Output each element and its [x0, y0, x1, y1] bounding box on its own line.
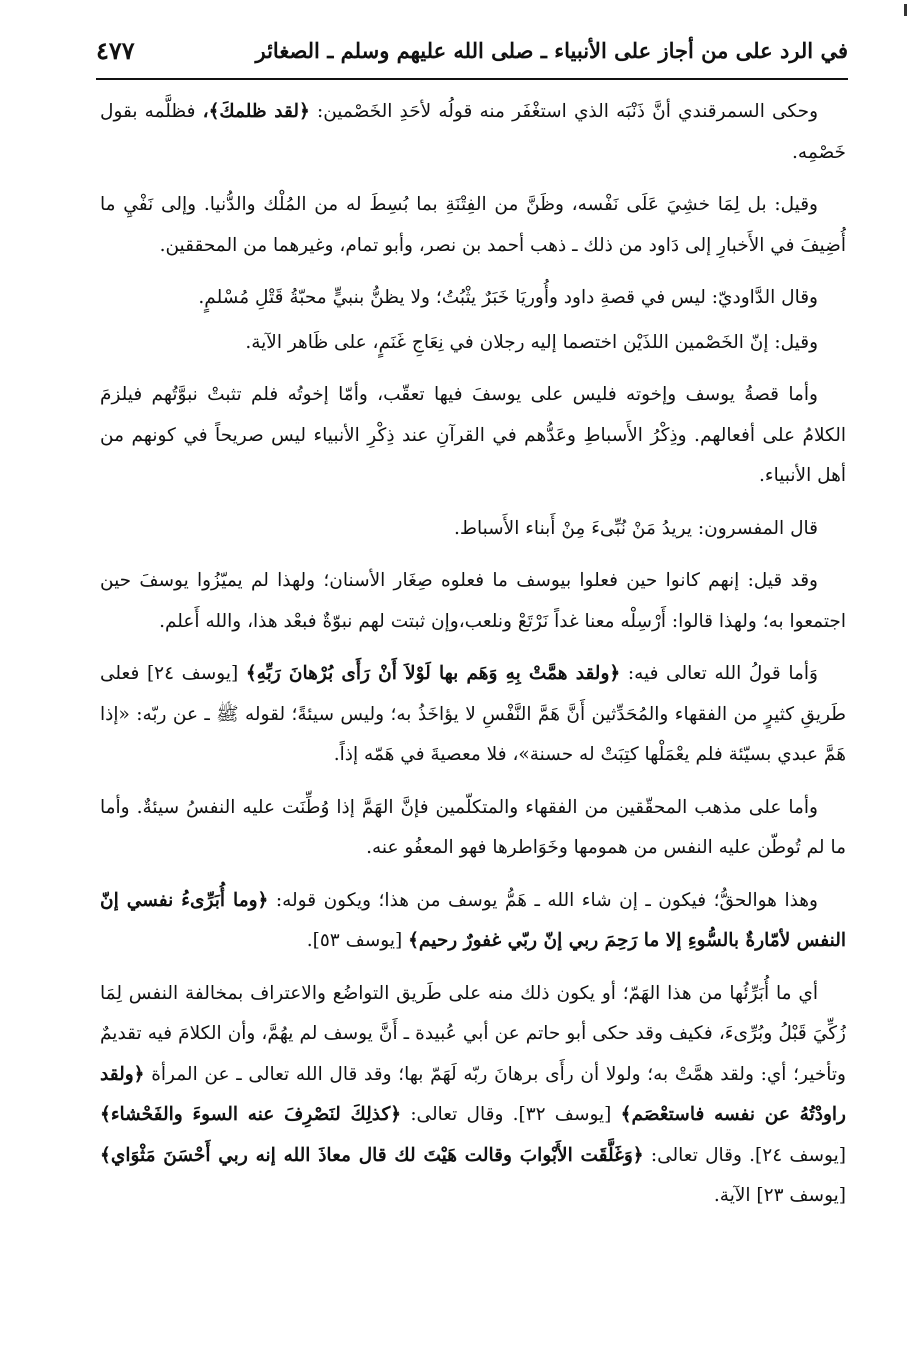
text-run: [يوسف ٣٢]. وقال تعالى:: [401, 1104, 621, 1125]
body-text: [100, 92, 846, 1229]
text-run: فظلَّمه بقول خَصْمِه.: [100, 101, 846, 163]
text-run: وهذا هوالحقُّ؛ فيكون ـ إن شاء الله ـ هَمُّ يوسف من هذا؛ ويكون قوله:: [268, 889, 818, 911]
quran-verse: ﴿ولقد همَّتْ بِهِ وَهَم بها لَوْلاَ أَنْ رَأَى بُرْهانَ رَبِّهِ﴾: [245, 663, 621, 684]
paragraph: [100, 185, 846, 266]
text-run: وقيل: بل لِمَا خشِيَ عَلَى نَفْسه، وظَنَّ من الفِتْنَةِ بما بُسِطَ له من المُلْك والدُّنيا. وإلى نَفْيِ ما أُضِيفَ في الأَخبارِ إلى دَاود من ذلك ـ ذهب أحمد بن نصر، وأبو تمام، وغيرهما من المحققين.: [100, 194, 846, 256]
quran-verse: ﴿وما أُبَرِّىءُ نفسي إنّ النفس لأمّارةٌ بالسُّوءِ إلا ما رَحِمَ ربي إنّ ربّي غفورٌ رحيم﴾: [100, 889, 846, 951]
paragraph: [100, 278, 846, 319]
text-run: [يوسف ٥٣].: [306, 930, 409, 951]
scan-mark: [904, 4, 907, 16]
quran-verse: ﴿كذلِكَ لنَصْرِفَ عنه السوءَ والفَحْشاء﴾: [100, 1104, 402, 1125]
text-run: وحكى السمرقندي أنَّ ذَنْبَه الذي استغْفَر منه قولُه لأحَدِ الخَصْمين:: [309, 101, 819, 122]
text-run: وقد قيل: إنهم كانوا حين فعلوا بيوسف ما فعلوه صِغَار الأسنان؛ ولهذا لم يميّزُوا يوسفَ حين اجتمعوا به؛ ولهذا قالوا: أَرْسِلْه معنا غداً نَرْتَعْ ونلعب،وإن ثبتت لهم نبوّةٌ فبعْد هذا، والله أَعلم.: [100, 570, 846, 632]
text-run: [يوسف ٢٣] الآية.: [713, 1185, 846, 1206]
paragraph: [100, 375, 846, 497]
header-rule: [96, 78, 848, 80]
paragraph: [100, 92, 846, 173]
text-run: وَأما قولُ الله تعالى فيه:: [620, 663, 818, 684]
paragraph: [100, 509, 846, 550]
text-run: وأما قصةُ يوسف وإخوته فليس على يوسفَ فيها تعقّب، وأمّا إخوتُه فلم تثبتْ نبوَّتُهم فيلزمَ الكلامُ على أفعالهم. وذِكْرُ الأَسباطِ وعَدُّهم في القرآنِ عند ذِكْرِ الأنبياء ليس صريحاً في كونهم من أهل الأنبياء.: [100, 384, 846, 486]
quran-verse: ﴿وَغَلَّقَت الأَبْوابَ وقالت هَيْتَ لك قال معاذَ الله إنه ربي أَحْسَنَ مَثْوَاي﴾: [100, 1144, 644, 1166]
paragraph: [100, 974, 846, 1217]
text-run: وقيل: إنّ الخَصْمين اللذَيْن اختصما إليه رجلان في نِعَاجِ غَنَمٍ، على ظَاهر الآية.: [245, 331, 818, 353]
paragraph: [100, 561, 846, 642]
page-header: [96, 34, 848, 74]
text-run: [يوسف ٢٤] فعلى طَريقِ كثيرٍ من الفقهاء والمُحَدِّثين أَنَّ هَمَّ النَّفْسِ لا يؤاخَذُ به؛ وليس سيئةً؛ لقوله ﷺ ـ عن ربّه: «إذا هَمَّ عبدي بسيّئة فلم يعْمَلْها كتِبَتْ له حسنة»، فلا معصيةَ في هَمّه إذاً.: [100, 663, 846, 765]
page-number: ٤٧٧: [96, 36, 135, 65]
text-run: أي ما أُبَرِّئُها من هذا الهَمّ؛ أو يكون ذلك منه على طَريق التواضُع والاعتراف بمخالفة النفس لِمَا زُكِّيَ قَبْلُ وبُرِّىءَ، فكيف وقد حكى أبو حاتم عن أبي عُبيدة ـ أَنَّ يوسف لم يهُمَّ، وأن الكلامَ فيه تقديمٌ وتأخير؛ أي: ولقد همَّتْ به؛ ولولا أن رأَى برهانَ ربّه لَهَمّ بها؛ وقد قال الله تعالى ـ عن المرأة: [100, 982, 846, 1085]
text-run: وأما على مذهب المحقّقين من الفقهاء والمتكلّمين فإنَّ الهَمَّ إذا وُطِّنَت عليه النفسُ سيئةٌ. وأما ما لم تُوطّن عليه النفس من همومها وخَوَاطرها فهو المعفُو عنه.: [100, 796, 846, 858]
quran-verse: ﴿لقد ظلمكَ﴾،: [202, 101, 310, 122]
paragraph: [100, 788, 846, 869]
quran-verse: ﴿ولقد راودْتُهُ عن نفسه فاستعْصَم﴾: [100, 1063, 846, 1125]
text-run: [يوسف ٢٤]. وقال تعالى:: [643, 1144, 846, 1166]
text-run: قال المفسرون: يريدُ مَنْ نُبِّىءَ مِنْ أَبناء الأَسباط.: [453, 517, 818, 539]
text-run: وقال الدَّاوديّ: ليس في قصةِ داود وأُوريَا خَبَرٌ يثْبُتُ؛ ولا يظنُّ بنبيٍّ محبّةُ قَتْلِ مُسْلمٍ.: [198, 287, 818, 308]
paragraph: [100, 323, 846, 364]
paragraph: [100, 654, 846, 776]
paragraph: [100, 881, 846, 962]
running-title: في الرد على من أجاز على الأنبياء ـ صلى الله عليهم وسلم ـ الصغائر: [255, 38, 848, 63]
